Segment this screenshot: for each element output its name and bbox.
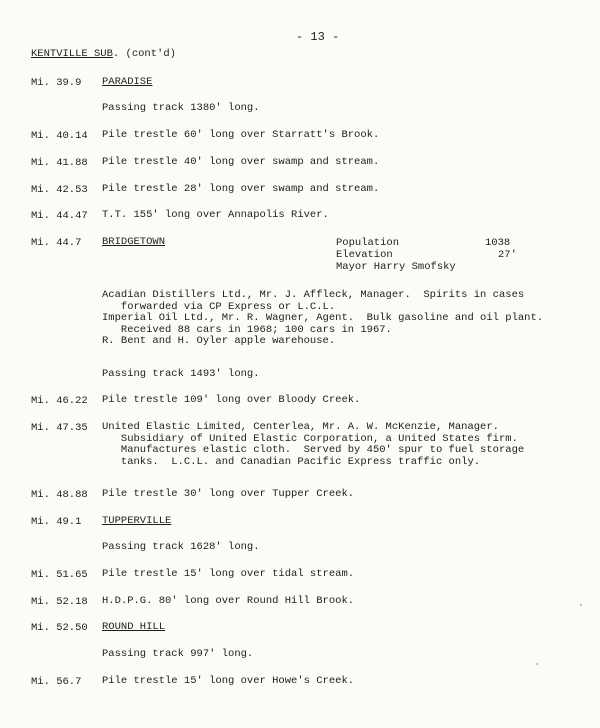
entry-text: Pile trestle 60' long over Starratt's Brook.: [102, 129, 380, 141]
elevation-value: 27': [498, 249, 517, 261]
entry-text: Pile trestle 109' long over Bloody Creek.: [102, 394, 361, 406]
section-title: KENTVILLE SUB: [31, 48, 113, 60]
mile-marker: Mi. 40.14: [31, 130, 88, 142]
entry-text: Passing track 1628' long.: [102, 541, 260, 553]
mile-marker: Mi. 51.65: [31, 569, 88, 581]
mile-marker: Mi. 46.22: [31, 395, 88, 407]
mile-marker: Mi. 52.18: [31, 596, 88, 608]
entry-text: Pile trestle 40' long over swamp and stream.: [102, 156, 380, 168]
entry-text: Passing track 1380' long.: [102, 102, 260, 114]
mile-marker: Mi. 41.88: [31, 157, 88, 169]
mile-marker: Mi. 49.1: [31, 516, 82, 528]
entry-text: H.D.P.G. 80' long over Round Hill Brook.: [102, 595, 355, 607]
mile-marker: Mi. 42.53: [31, 184, 88, 196]
entry-text: T.T. 155' long over Annapolis River.: [102, 209, 329, 221]
paper-speck: [580, 604, 582, 606]
station-name: ROUND HILL: [102, 621, 166, 633]
entry-text: Acadian Distillers Ltd., Mr. J. Affleck, Manager. Spirits in cases forwarded via CP Express or L.C.L. Imperial Oil Ltd., Mr. R. Wagner, Agent. Bulk gasoline and oil plant. Received 88 cars in 1968; 100 cars in 1967. R. Bent and H. Oyler apple warehouse.: [102, 289, 544, 347]
population-value: 1038: [485, 237, 511, 249]
mile-marker: Mi. 52.50: [31, 622, 88, 634]
mile-marker: Mi. 48.88: [31, 489, 88, 501]
entry-text: Passing track 997' long.: [102, 648, 254, 660]
entry-text: Passing track 1493' long.: [102, 368, 260, 380]
paper-speck: [536, 663, 538, 665]
entry-text: Pile trestle 15' long over tidal stream.: [102, 568, 355, 580]
entry-text: United Elastic Limited, Centerlea, Mr. A. W. McKenzie, Manager. Subsidiary of United Elastic Corporation, a United States firm. Manufactures elastic cloth. Served by 450' spur to fuel storage tanks. L.C.L. and Canadian Pacific Express traffic only.: [102, 421, 525, 468]
elevation-label: Elevation: [336, 249, 393, 261]
mile-marker: Mi. 47.35: [31, 422, 88, 434]
page-number: - 13 -: [296, 30, 340, 44]
mile-marker: Mi. 39.9: [31, 77, 82, 89]
entry-text: Pile trestle 15' long over Howe's Creek.: [102, 675, 355, 687]
station-name: PARADISE: [102, 76, 153, 88]
station-name: BRIDGETOWN: [102, 236, 166, 248]
mayor: Mayor Harry Smofsky: [336, 261, 456, 273]
mile-marker: Mi. 56.7: [31, 676, 82, 688]
station-name: TUPPERVILLE: [102, 515, 172, 527]
entry-text: Pile trestle 28' long over swamp and stream.: [102, 183, 380, 195]
population-label: Population: [336, 237, 400, 249]
mile-marker: Mi. 44.47: [31, 210, 88, 222]
mile-marker: Mi. 44.7: [31, 237, 82, 249]
entry-text: Pile trestle 30' long over Tupper Creek.: [102, 488, 355, 500]
section-heading: [31, 48, 176, 60]
section-title-suffix: . (cont'd): [112, 48, 176, 60]
